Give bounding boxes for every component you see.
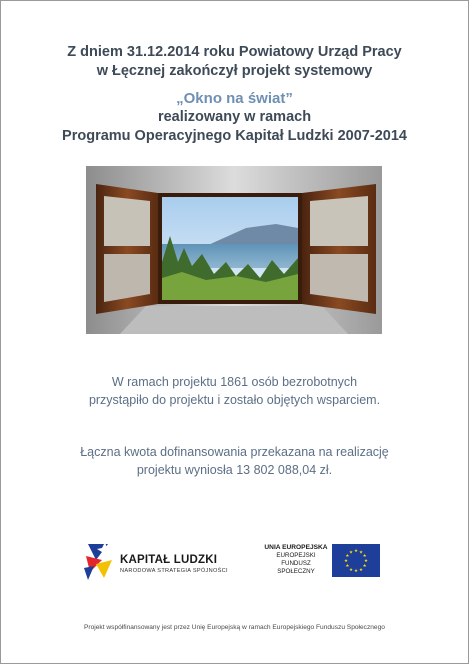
open-window-photo	[86, 166, 382, 334]
eu-star-icon: ★	[353, 548, 359, 554]
kapital-ludzki-logo	[82, 538, 242, 584]
eu-star-icon: ★	[348, 549, 354, 555]
kapital-ludzki-subtitle: NARODOWA STRATEGIA SPÓJNOŚCI	[120, 568, 228, 574]
heading-line-5: Programu Operacyjnego Kapitał Ludzki 2007-2014	[62, 128, 407, 144]
eu-star-icon: ★	[363, 558, 369, 564]
eu-star-icon: ★	[343, 558, 349, 564]
kapital-ludzki-emblem-icon	[82, 538, 118, 584]
project-name: „Okno na świat”	[176, 90, 293, 107]
eu-star-icon: ★	[358, 549, 364, 555]
eu-star-icon: ★	[362, 553, 367, 559]
participants-text-line-2: przystąpiło do projektu i zostało objętych wsparciem.	[88, 393, 381, 407]
eu-star-icon: ★	[345, 563, 350, 569]
eu-star-icon: ★	[348, 566, 354, 572]
kapital-ludzki-title: KAPITAŁ LUDZKI	[120, 554, 218, 566]
footer-cofinancing-note: Projekt współfinansowany jest przez Unię Europejską w ramach Europejskiego Funduszu Społecznego	[84, 624, 385, 631]
eu-star-icon: ★	[345, 553, 350, 559]
heading-line-2: w Łęcznej zakończył projekt systemowy	[96, 63, 373, 79]
eu-star-icon: ★	[362, 563, 367, 569]
eu-name: UNIA EUROPEJSKA	[264, 544, 328, 551]
heading-line-1: Z dniem 31.12.2014 roku Powiatowy Urząd Pracy	[67, 44, 402, 60]
eu-flag-icon	[332, 544, 380, 577]
heading-line-4: realizowany w ramach	[157, 109, 312, 125]
esf-line-2: FUNDUSZ SPOŁECZNY	[277, 560, 315, 575]
eu-esf-logo	[262, 544, 384, 578]
esf-line-1: EUROPEJSKI	[276, 552, 316, 559]
participants-text-line-1: W ramach projektu 1861 osób bezrobotnych	[111, 375, 358, 389]
eu-star-icon: ★	[353, 568, 359, 574]
funding-text-line-2: projektu wyniosła 13 802 088,04 zł.	[136, 463, 333, 477]
eu-star-icon: ★	[358, 566, 364, 572]
funding-text-line-1: Łączna kwota dofinansowania przekazana na realizację	[80, 445, 389, 459]
